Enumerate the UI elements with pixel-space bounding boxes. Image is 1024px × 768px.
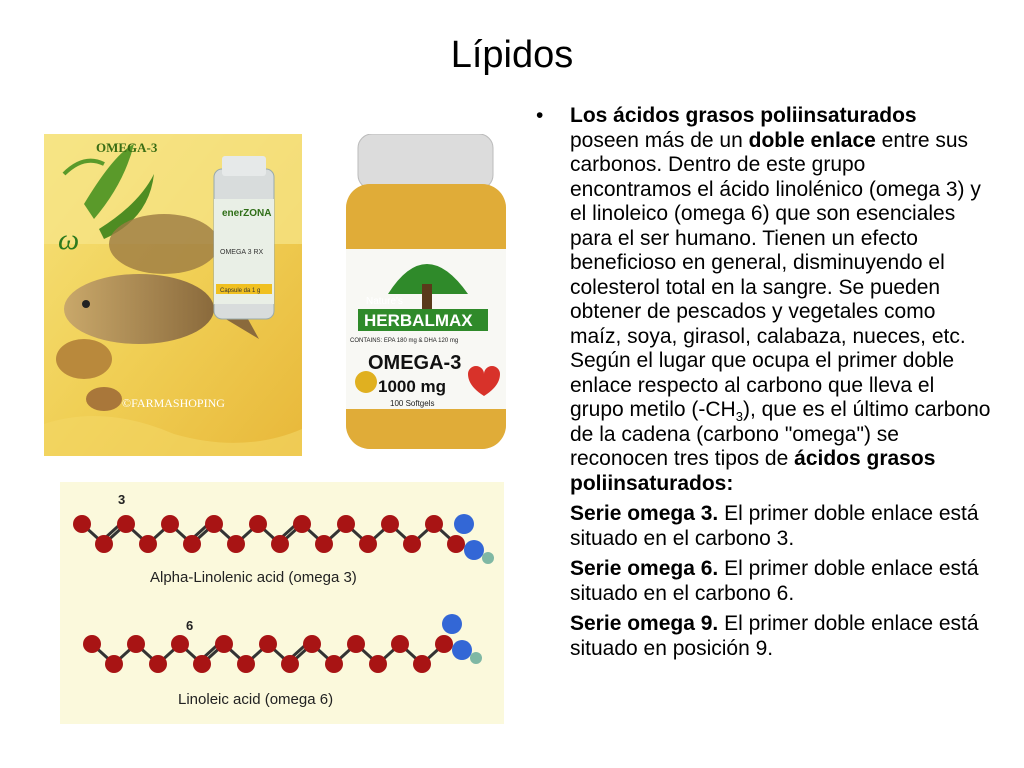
carbon-atom [127, 635, 145, 653]
carbon-atom [337, 515, 355, 533]
carbon-atom [391, 635, 409, 653]
oxygen-atom [454, 514, 474, 534]
carbon-atom [259, 635, 277, 653]
oxygen-atom [442, 614, 462, 634]
carbon-atom [369, 655, 387, 673]
oxygen-atom [464, 540, 484, 560]
poster-capsule-text: Capsule da 1 g [220, 288, 261, 294]
main-bullet [536, 104, 991, 496]
carbon-atom [237, 655, 255, 673]
carbon-atom [149, 655, 167, 673]
poster-credit: ©FARMASHOPING [122, 396, 225, 410]
bottle-product: OMEGA-3 [368, 352, 462, 374]
main-paragraph: Los ácidos grasos poliinsaturados poseen más de un doble enlace entre sus carbonos. Dentro de este grupo encontramos el ácido linolénico (omega 3) y el linoleico (omega 6) que son esenciales para el ser humano. Tienen un efecto beneficioso en general, disminuyendo el colesterol total en la sangre. Se pueden obtener de pescados y vegetales como maíz, soya, girasol, calabaza, nueces, etc. Según el lugar que ocupa el primer doble enlace respecto al carbono que lleva el grupo metilo $(-CH_3)$, que es el último carbono de la cadena (carbono "omega") se reconocen tres tipos de ácidos grasos poliinsaturados: [570, 104, 991, 495]
carbon-atom [293, 515, 311, 533]
carbon-atom [413, 655, 431, 673]
carbon-atom [281, 655, 299, 673]
slide-body [536, 104, 991, 661]
omega-6-series: Serie omega 6. El primer doble enlace está situado en el carbono 6. [570, 557, 979, 605]
carbon-atom [73, 515, 91, 533]
bottle-brand-small: Nature's [366, 296, 403, 307]
carbon-atom [95, 535, 113, 553]
carbon-atom [303, 635, 321, 653]
bottle-dose: 1000 mg [378, 377, 447, 396]
carbon-atom [447, 535, 465, 553]
chain-bottom-label: Linoleic acid (omega 6) [178, 691, 334, 708]
fatty-acid-chains-diagram [60, 482, 504, 724]
carbon-atom [425, 515, 443, 533]
carbon-atom [161, 515, 179, 533]
bullet-glyph: • [536, 104, 544, 127]
oxygen-atom [452, 640, 472, 660]
carbon-atom [171, 635, 189, 653]
carbon-atom [315, 535, 333, 553]
chain-top-label: Alpha-Linolenic acid (omega 3) [150, 569, 357, 586]
hydrogen-atom [482, 552, 494, 564]
carbon-atom [83, 635, 101, 653]
carbon-atom [249, 515, 267, 533]
svg-text:ω: ω [58, 223, 80, 256]
bottle-contents: CONTAINS: EPA 180 mg & DHA 120 mg [350, 338, 459, 344]
omega-3-poster-image [44, 134, 302, 456]
poster-brand-text: OMEGA-3 [96, 140, 158, 155]
hydrogen-atom [470, 652, 482, 664]
carbon-atom [105, 655, 123, 673]
omega-3-series: Serie omega 3. El primer doble enlace está situado en el carbono 3. [570, 502, 979, 550]
carbon-atom [403, 535, 421, 553]
carbon-atom [347, 635, 365, 653]
chain-bottom-number: 6 [186, 618, 194, 633]
bottle-count: 100 Softgels [390, 399, 435, 408]
slide-title: Lípidos [450, 34, 574, 76]
carbon-atom [435, 635, 453, 653]
chain-top-number: 3 [118, 492, 126, 507]
omega-9-series: Serie omega 9. El primer doble enlace está situado en posición 9. [570, 612, 979, 660]
bottle-brand: HERBALMAX [364, 311, 473, 330]
carbon-atom [117, 515, 135, 533]
carbon-atom [215, 635, 233, 653]
poster-product-text: enerZONA [222, 208, 272, 219]
carbon-atom [381, 515, 399, 533]
herbalmax-bottle-image [328, 134, 515, 456]
carbon-atom [205, 515, 223, 533]
carbon-atom [193, 655, 211, 673]
carbon-atom [271, 535, 289, 553]
poster-product-line: OMEGA 3 RX [220, 249, 264, 256]
carbon-atom [227, 535, 245, 553]
carbon-atom [139, 535, 157, 553]
carbon-atom [325, 655, 343, 673]
carbon-atom [183, 535, 201, 553]
carbon-atom [359, 535, 377, 553]
